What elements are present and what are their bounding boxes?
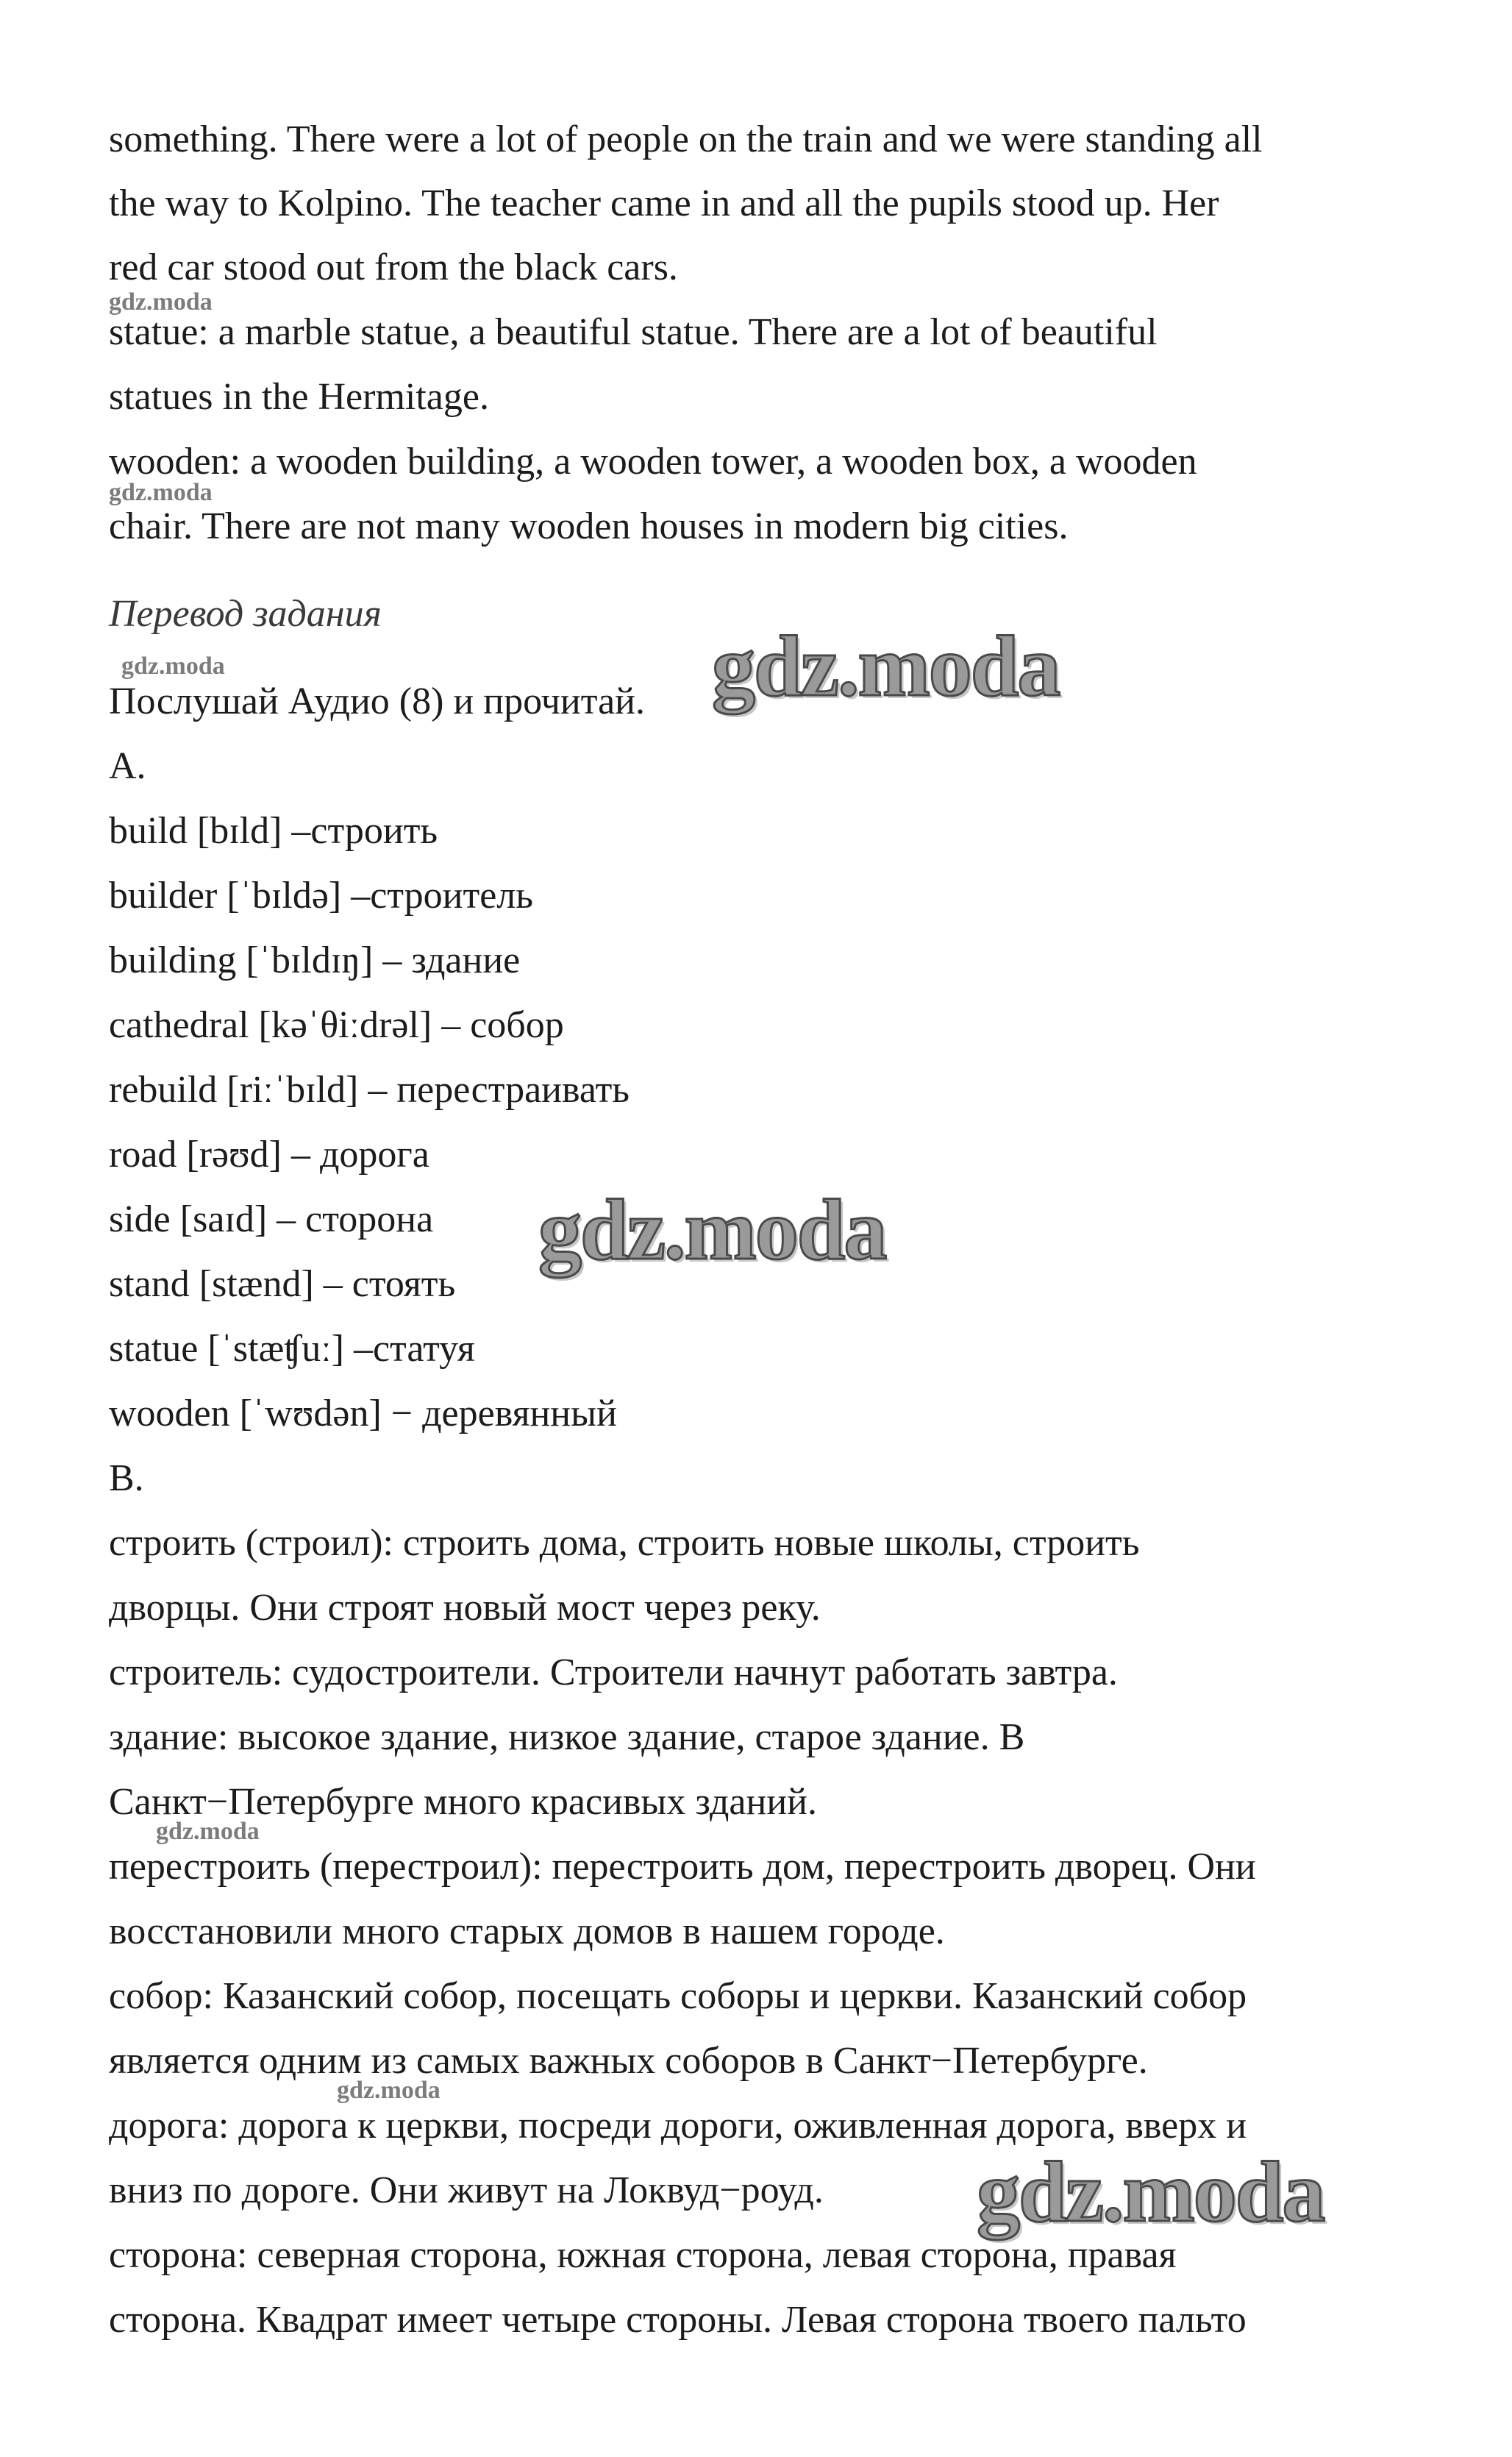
vocab-item: stand [stænd] – стоять (109, 1263, 456, 1305)
text-line: statues in the Hermitage. (109, 376, 489, 418)
text-line: является одним из самых важных соборов в Санкт−Петербурге. (109, 2040, 1148, 2082)
section-b-label: B. (109, 1457, 144, 1499)
vocab-item: statue [ˈstæʧuː] –статуя (109, 1328, 475, 1370)
vocab-item: builder [ˈbɪldə] –строитель (109, 875, 533, 917)
text-line: сторона: северная сторона, южная сторона, левая сторона, правая (109, 2234, 1177, 2276)
vocab-item: side [saɪd] – сторона (109, 1198, 434, 1240)
section-heading: Перевод задания (109, 593, 382, 635)
watermark-small: gdz.moda (121, 653, 225, 680)
vocab-item: road [rəʊd] – дорога (109, 1134, 429, 1176)
watermark-small: gdz.moda (337, 2077, 441, 2104)
vocab-item: building [ˈbɪldɪŋ] – здание (109, 939, 521, 981)
text-line: сторона. Квадрат имеет четыре стороны. Левая сторона твоего пальто (109, 2299, 1247, 2341)
text-line: дорога: дорога к церкви, посреди дороги, оживленная дорога, вверх и (109, 2105, 1247, 2147)
text-line: chair. There are not many wooden houses in modern big cities. (109, 505, 1069, 547)
instruction-line: Послушай Аудио (8) и прочитай. (109, 680, 645, 722)
vocab-item: cathedral [kəˈθiːdrəl] – собор (109, 1004, 564, 1046)
vocab-item: build [bɪld] –строить (109, 810, 438, 852)
watermark-large: gdz.moda (538, 1181, 886, 1278)
watermark-small: gdz.moda (109, 288, 213, 316)
text-line: собор: Казанский собор, посещать соборы и церкви. Казанский собор (109, 1975, 1247, 2017)
text-line: Санкт−Петербурге много красивых зданий. (109, 1781, 817, 1823)
text-line: восстановили много старых домов в нашем городе. (109, 1910, 945, 1952)
watermark-large: gdz.moda (977, 2144, 1324, 2240)
watermark-small: gdz.moda (156, 1818, 260, 1845)
section-a-label: А. (109, 745, 146, 787)
vocab-item: wooden [ˈwʊdən] − деревянный (109, 1393, 617, 1434)
text-line: wooden: a wooden building, a wooden tower, a wooden box, a wooden (109, 441, 1197, 483)
text-line: the way to Kolpino. The teacher came in and all the pupils stood up. Her (109, 182, 1219, 224)
text-line: statue: a marble statue, a beautiful statue. There are a lot of beautiful (109, 311, 1158, 353)
vocab-item: rebuild [riːˈbɪld] – перестраивать (109, 1069, 630, 1111)
text-line: вниз по дороге. Они живут на Локвуд−роуд. (109, 2169, 824, 2211)
watermark-large: gdz.moda (712, 618, 1060, 714)
text-line: red car stood out from the black cars. (109, 246, 678, 288)
text-line: строить (строил): строить дома, строить новые школы, строить (109, 1522, 1140, 1564)
text-line: перестроить (перестроил): перестроить дом, перестроить дворец. Они (109, 1846, 1256, 1888)
text-line: дворцы. Они строят новый мост через реку. (109, 1587, 821, 1629)
text-line: здание: высокое здание, низкое здание, старое здание. В (109, 1716, 1025, 1758)
text-line: строитель: судостроители. Строители начнут работать завтра. (109, 1651, 1118, 1693)
text-line: something. There were a lot of people on the train and we were standing all (109, 118, 1263, 160)
watermark-small: gdz.moda (109, 479, 213, 506)
